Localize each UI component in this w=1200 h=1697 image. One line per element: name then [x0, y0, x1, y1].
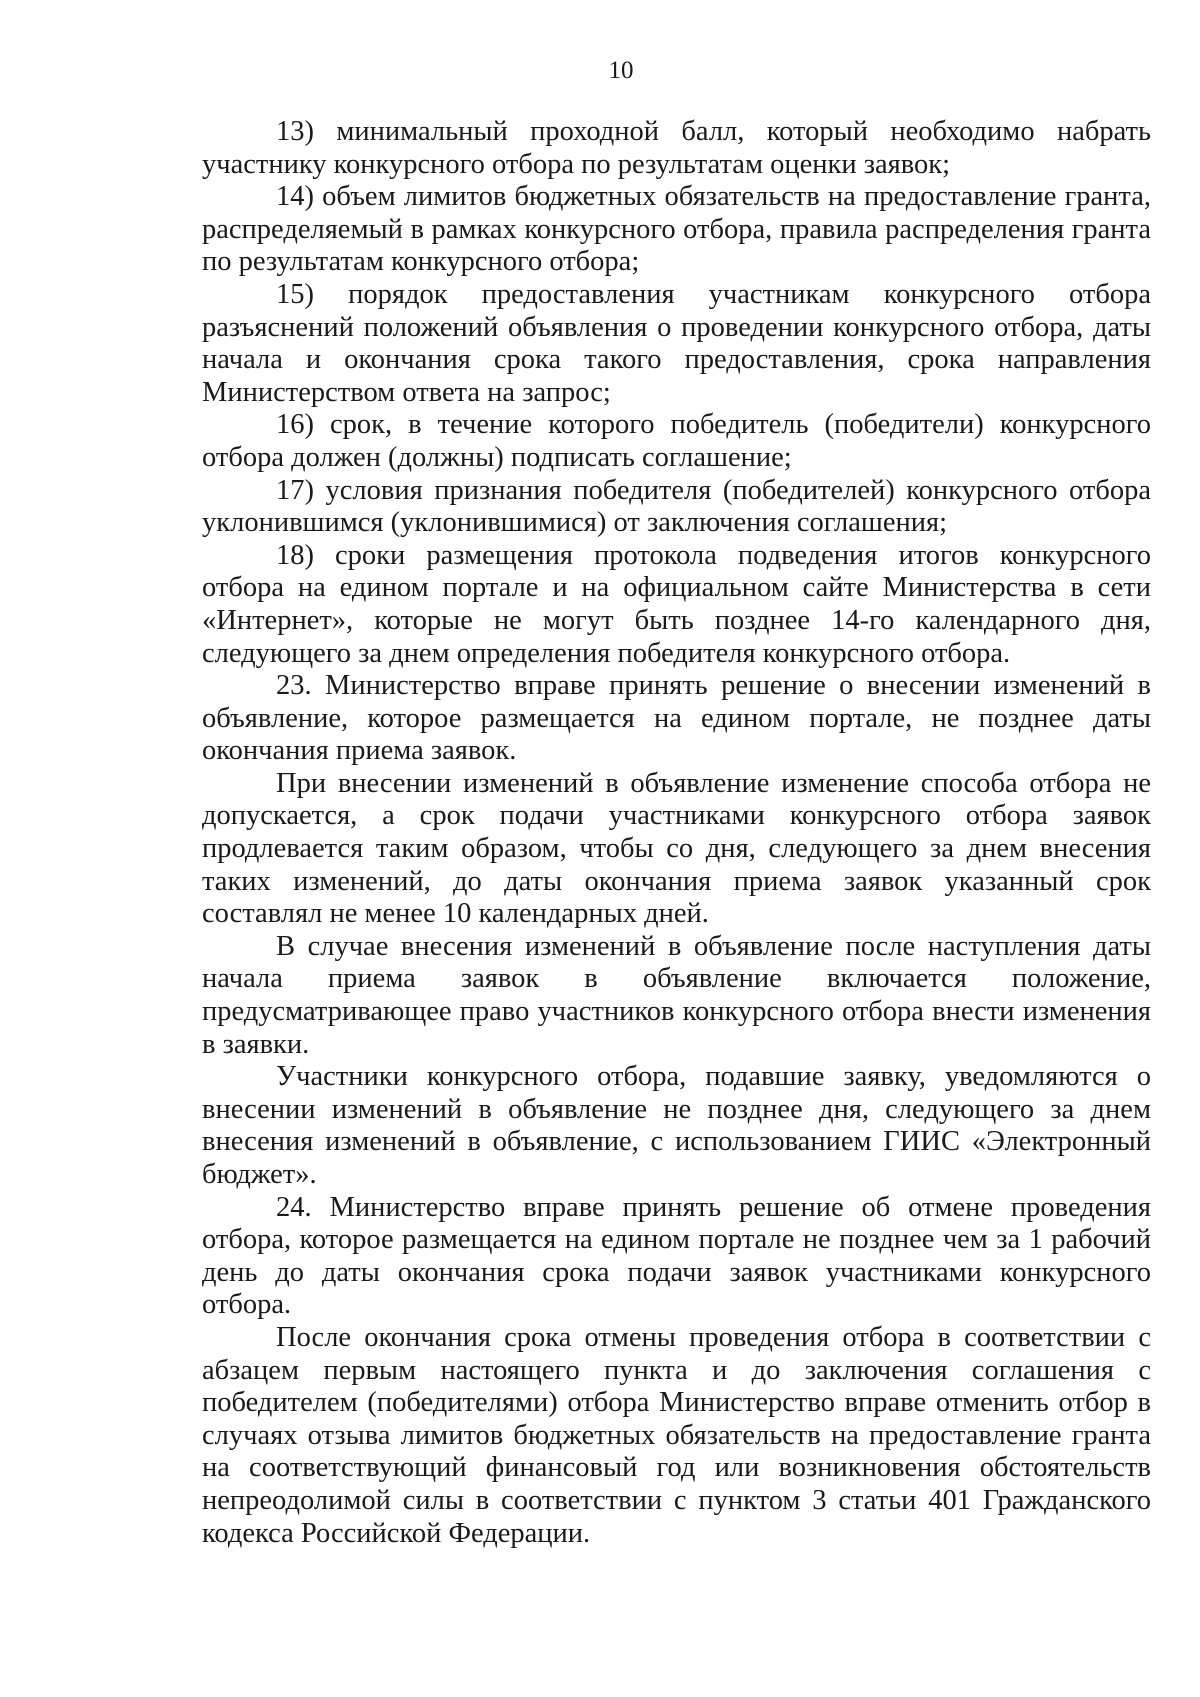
paragraph-item-15: 15) порядок предоставления участникам конкурсного отбора разъяснений положений объявления о проведении конкурсного отбора, даты начала и окончания срока такого предоставления, срока направления Министерством ответа на запрос; [202, 278, 1151, 408]
paragraph-item-18: 18) сроки размещения протокола подведения итогов конкурсного отбора на едином портале и на официальном сайте Министерства в сети «Интернет», которые не могут быть позднее 14-го календарного дня, следующего за днем определения победителя конкурсного отбора. [202, 539, 1151, 669]
paragraph-clause-24-cancellation: После окончания срока отмены проведения отбора в соответствии с абзацем первым настоящего пункта и до заключения соглашения с победителем (победителями) отбора Министерство вправе отменить отбор в случаях отзыва лимитов бюджетных обязательств на предоставление гранта на соответствующий финансовый год или возникновения обстоятельств непреодолимой силы в соответствии с пунктом 3 статьи 401 Гражданского кодекса Российской Федерации. [202, 1321, 1151, 1549]
paragraph-item-14: 14) объем лимитов бюджетных обязательств на предоставление гранта, распределяемый в рамках конкурсного отбора, правила распределения гранта по результатам конкурсного отбора; [202, 181, 1151, 278]
paragraph-item-13: 13) минимальный проходной балл, который необходимо набрать участнику конкурсного отбора по результатам оценки заявок; [202, 116, 1151, 180]
document-body [202, 116, 1151, 1550]
page-number: 10 [608, 57, 634, 84]
paragraph-clause-23: 23. Министерство вправе принять решение о внесении изменений в объявление, которое размещается на едином портале, не позднее даты окончания приема заявок. [202, 670, 1151, 767]
paragraph-item-16: 16) срок, в течение которого победитель (победители) конкурсного отбора должен (должны) подписать соглашение; [202, 409, 1151, 473]
paragraph-clause-24: 24. Министерство вправе принять решение об отмене проведения отбора, которое размещается на едином портале не позднее чем за 1 рабочий день до даты окончания срока подачи заявок участниками конкурсного отбора. [202, 1191, 1151, 1321]
paragraph-item-17: 17) условия признания победителя (победителей) конкурсного отбора уклонившимся (уклонившимися) от заключения соглашения; [202, 474, 1151, 539]
paragraph-clause-23-after-start: В случае внесения изменений в объявление после наступления даты начала приема заявок в объявление включается положение, предусматривающее право участников конкурсного отбора внести изменения в заявки. [202, 930, 1151, 1060]
paragraph-clause-23-notification: Участники конкурсного отбора, подавшие заявку, уведомляются о внесении изменений в объявление не позднее дня, следующего за днем внесения изменений в объявление, с использованием ГИИС «Электронный бюджет». [202, 1061, 1151, 1190]
paragraph-clause-23-changes: При внесении изменений в объявление изменение способа отбора не допускается, а срок подачи участниками конкурсного отбора заявок продлевается таким образом, чтобы со дня, следующего за днем внесения таких изменений, до даты окончания приема заявок указанный срок составлял не менее 10 календарных дней. [202, 767, 1151, 930]
